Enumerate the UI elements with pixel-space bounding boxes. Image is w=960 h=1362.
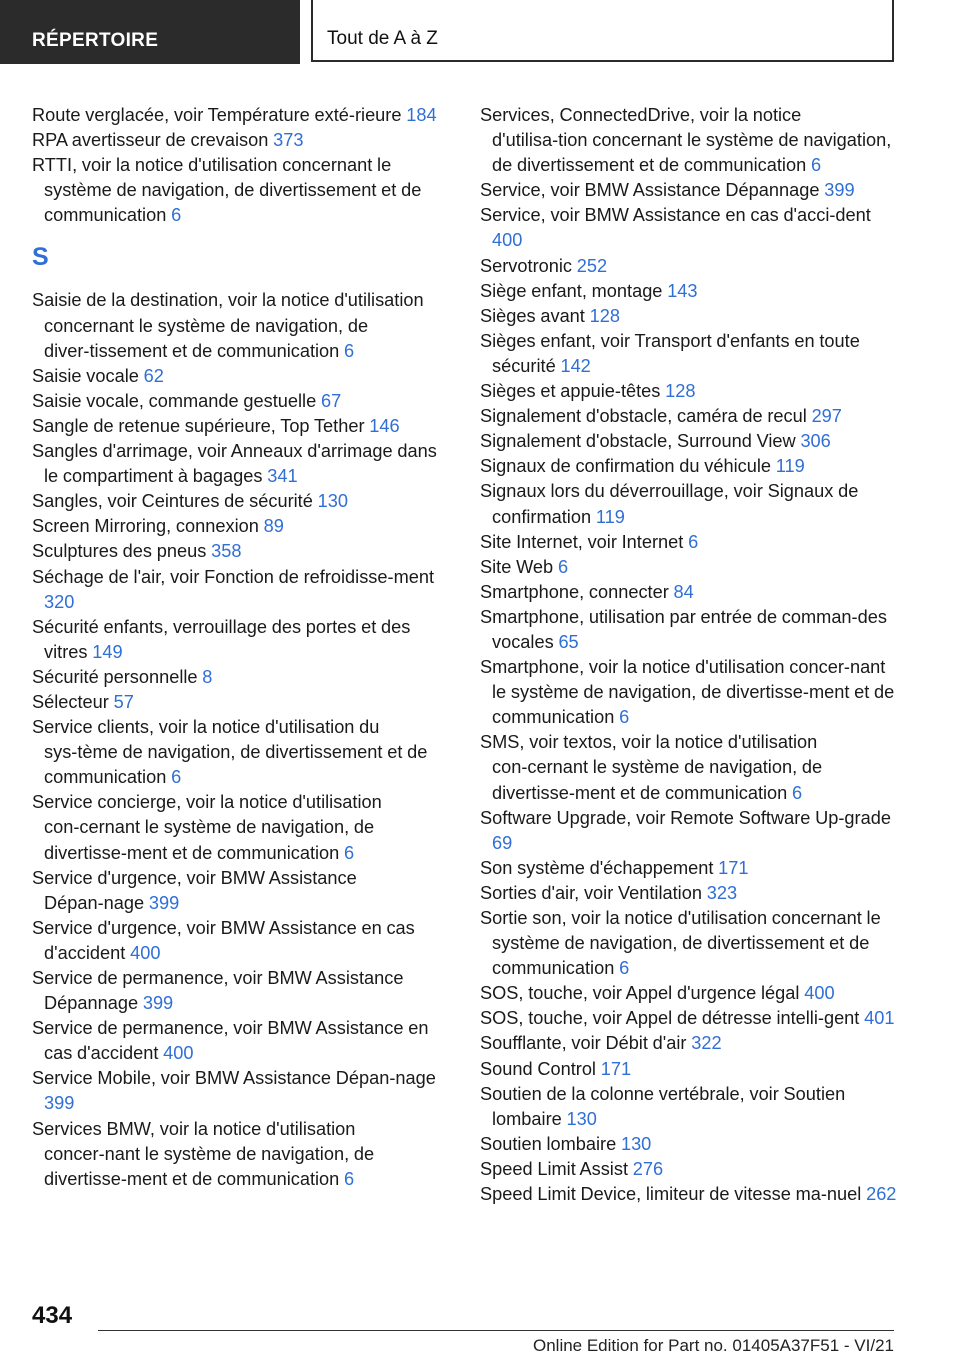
index-entry bbox=[32, 1117, 452, 1192]
index-entry-text: Signaux de confirmation du véhicule bbox=[480, 456, 771, 477]
index-entry bbox=[32, 288, 452, 363]
page-reference-link[interactable]: 323 bbox=[706, 882, 738, 903]
index-entry bbox=[32, 128, 452, 153]
index-entry-text: Son système d'échappement bbox=[480, 857, 714, 878]
index-entry bbox=[480, 806, 900, 856]
index-entry-text: Sangles, voir Ceintures de sécurité bbox=[32, 491, 313, 512]
page-header bbox=[0, 0, 960, 66]
index-entry bbox=[32, 103, 452, 128]
index-entry bbox=[480, 279, 900, 304]
index-entry-text: Soutien lombaire bbox=[480, 1133, 617, 1154]
page-reference-link[interactable]: 6 bbox=[688, 531, 699, 552]
index-entry bbox=[480, 454, 900, 479]
index-entry bbox=[480, 1057, 900, 1082]
index-entry bbox=[480, 555, 900, 580]
index-entry-text: Service clients, voir la notice d'utilisation du sys‑tème de navigation, de divertissement et de communication bbox=[32, 717, 428, 788]
index-entry-text: SMS, voir textos, voir la notice d'utilisation con‑cernant le système de navigation, de divertisse‑ment et de communication bbox=[480, 732, 823, 803]
page-reference-link[interactable]: 252 bbox=[576, 255, 608, 276]
page-reference-link[interactable]: 6 bbox=[344, 842, 355, 863]
index-entry bbox=[32, 389, 452, 414]
index-entry bbox=[32, 866, 452, 916]
page-reference-link[interactable]: 262 bbox=[866, 1184, 897, 1205]
page-reference-link[interactable]: 401 bbox=[864, 1008, 895, 1029]
page-reference-link[interactable]: 322 bbox=[691, 1033, 722, 1054]
index-entry bbox=[480, 379, 900, 404]
index-entry bbox=[32, 690, 452, 715]
index-entry bbox=[480, 178, 900, 203]
index-entry-text: Signalement d'obstacle, Surround View bbox=[480, 431, 796, 452]
index-entry-text: Sièges enfant, voir Transport d'enfants en toute sécurité bbox=[480, 330, 860, 376]
index-entry bbox=[32, 916, 452, 966]
page-reference-link[interactable]: 276 bbox=[632, 1158, 664, 1179]
page-reference-link[interactable]: 67 bbox=[320, 390, 342, 411]
index-entry bbox=[32, 539, 452, 564]
index-entry bbox=[480, 1132, 900, 1157]
page-reference-link[interactable]: 184 bbox=[406, 105, 437, 125]
page-reference-link[interactable]: 6 bbox=[619, 707, 630, 728]
index-entry bbox=[32, 715, 452, 790]
footer-divider bbox=[98, 1330, 894, 1331]
index-entry-text: RPA avertisseur de crevaison bbox=[32, 130, 269, 151]
index-entry bbox=[480, 103, 900, 178]
page-reference-link[interactable]: 6 bbox=[344, 340, 355, 361]
index-entry bbox=[32, 364, 452, 389]
index-entry bbox=[480, 981, 900, 1006]
index-entry-text: Sièges et appuie-têtes bbox=[480, 381, 661, 402]
entries-pre bbox=[32, 103, 452, 228]
page-reference-link[interactable]: 69 bbox=[492, 832, 513, 853]
index-entry-text: Service concierge, voir la notice d'utilisation con‑cernant le système de navigation, de divertisse‑ment et de communication bbox=[32, 792, 382, 863]
index-entry-text: Smartphone, voir la notice d'utilisation concer‑nant le système de navigation, de divertisse‑ment et de communication bbox=[480, 657, 895, 728]
index-entry bbox=[480, 479, 900, 529]
index-entry bbox=[480, 329, 900, 379]
page-reference-link[interactable]: 400 bbox=[130, 942, 161, 963]
index-entry bbox=[480, 1082, 900, 1132]
index-entry-text: Smartphone, utilisation par entrée de comman‑des vocales bbox=[480, 606, 887, 652]
index-entry bbox=[32, 615, 452, 665]
index-entry bbox=[480, 203, 900, 253]
index-entry-text: Siège enfant, montage bbox=[480, 280, 663, 301]
index-entry-text: Séchage de l'air, voir Fonction de refroidisse‑ment bbox=[32, 566, 435, 587]
index-entry bbox=[32, 153, 452, 228]
page-number: 434 bbox=[32, 1302, 73, 1329]
index-entry bbox=[480, 906, 900, 981]
index-entry bbox=[480, 1006, 900, 1031]
page-reference-link[interactable]: 306 bbox=[800, 431, 831, 452]
index-entry-text: Saisie vocale, commande gestuelle bbox=[32, 390, 317, 411]
index-entry bbox=[32, 1016, 452, 1066]
edition-note: Online Edition for Part no. 01405A37F51 - VI/21 bbox=[532, 1336, 894, 1355]
index-entry-text: Saisie vocale bbox=[32, 365, 139, 386]
index-entry bbox=[32, 439, 452, 489]
index-entry-text: Software Upgrade, voir Remote Software Up‑grade bbox=[480, 807, 891, 828]
index-entry bbox=[32, 966, 452, 1016]
index-entry-text: Sortie son, voir la notice d'utilisation concernant le système de navigation, de divertissement et de communication bbox=[480, 908, 881, 979]
index-entry-text: Screen Mirroring, connexion bbox=[32, 516, 259, 537]
index-entry bbox=[480, 254, 900, 279]
page-reference-link[interactable]: 6 bbox=[557, 556, 569, 577]
index-entry bbox=[480, 580, 900, 605]
index-entry-text: SOS, touche, voir Appel d'urgence légal bbox=[480, 983, 800, 1004]
page-reference-link[interactable]: 399 bbox=[148, 892, 180, 913]
index-entry-text: Service Mobile, voir BMW Assistance Dépan‑nage bbox=[32, 1068, 436, 1089]
index-entry bbox=[32, 565, 452, 615]
page-reference-link[interactable]: 130 bbox=[317, 491, 348, 512]
index-entry bbox=[480, 605, 900, 655]
page-reference-link[interactable]: 6 bbox=[810, 155, 822, 176]
page-reference-link[interactable]: 57 bbox=[113, 691, 134, 712]
page-reference-link[interactable]: 399 bbox=[824, 180, 855, 201]
section-title: RÉPERTOIRE bbox=[0, 0, 300, 64]
index-entry-text: Sièges avant bbox=[480, 305, 585, 326]
page-reference-link[interactable]: 128 bbox=[589, 305, 620, 326]
entries-s bbox=[32, 288, 452, 1191]
index-entry bbox=[32, 1066, 452, 1116]
index-entry-text: SOS, touche, voir Appel de détresse intelli‑gent bbox=[480, 1008, 860, 1029]
index-entry-text: Service, voir BMW Assistance en cas d'acci‑dent bbox=[480, 205, 871, 226]
page-reference-link[interactable]: 6 bbox=[792, 782, 803, 803]
index-entry-text: Sécurité enfants, verrouillage des portes et des vitres bbox=[32, 616, 411, 662]
page-reference-link[interactable]: 6 bbox=[171, 767, 182, 788]
index-entry-text: Sorties d'air, voir Ventilation bbox=[480, 882, 702, 903]
index-entry-text: Sécurité personnelle bbox=[32, 666, 198, 687]
index-column-right bbox=[480, 103, 900, 1207]
index-letter-heading: S bbox=[32, 243, 49, 272]
index-entry bbox=[480, 429, 900, 454]
index-entry bbox=[480, 530, 900, 555]
index-entry bbox=[32, 665, 452, 690]
index-entry bbox=[480, 304, 900, 329]
index-entry bbox=[480, 730, 900, 805]
index-entry-text: Site Internet, voir Internet bbox=[480, 531, 684, 552]
index-column-left bbox=[32, 103, 452, 1192]
page-footer bbox=[0, 1290, 960, 1362]
index-entry bbox=[32, 790, 452, 865]
page-reference-link[interactable]: 142 bbox=[560, 355, 591, 376]
page-reference-link[interactable]: 119 bbox=[775, 456, 805, 477]
index-entry-text: Soutien de la colonne vertébrale, voir Soutien lombaire bbox=[480, 1083, 846, 1129]
index-entry-text: Sangles d'arrimage, voir Anneaux d'arrimage dans le compartiment à bagages bbox=[32, 441, 437, 487]
page-reference-link[interactable]: 149 bbox=[92, 641, 123, 662]
index-entry-text: Sound Control bbox=[480, 1058, 596, 1079]
index-entry-text: Route verglacée, voir Température exté‑rieure bbox=[32, 105, 402, 125]
page-reference-link[interactable]: 6 bbox=[619, 958, 630, 979]
index-entry-text: Soufflante, voir Débit d'air bbox=[480, 1033, 687, 1054]
index-entry bbox=[480, 881, 900, 906]
index-entry bbox=[32, 514, 452, 539]
index-entry-text: Service d'urgence, voir BMW Assistance Dépan‑nage bbox=[32, 867, 357, 913]
page-reference-link[interactable]: 62 bbox=[143, 365, 164, 386]
page-reference-link[interactable]: 143 bbox=[667, 280, 698, 301]
page-reference-link[interactable]: 171 bbox=[718, 857, 749, 878]
page-reference-link[interactable]: 400 bbox=[804, 983, 835, 1004]
index-entry-text: Site Web bbox=[480, 556, 554, 577]
page-reference-link[interactable]: 8 bbox=[202, 666, 213, 687]
page-reference-link[interactable]: 297 bbox=[811, 406, 842, 427]
page-reference-link[interactable]: 399 bbox=[44, 1093, 75, 1114]
index-entry-text: Speed Limit Device, limiteur de vitesse ma‑nuel bbox=[480, 1184, 862, 1205]
page-reference-link[interactable]: 130 bbox=[566, 1108, 597, 1129]
page-reference-link[interactable]: 128 bbox=[665, 381, 696, 402]
page-reference-link[interactable]: 358 bbox=[211, 541, 242, 562]
index-entry bbox=[480, 655, 900, 730]
index-entry-text: Sculptures des pneus bbox=[32, 541, 207, 562]
page-reference-link[interactable]: 6 bbox=[171, 205, 182, 226]
index-entry bbox=[480, 1031, 900, 1056]
index-entry-text: Services, ConnectedDrive, voir la notice d'utilisa‑tion concernant le système de navigation, de divertissement et de communication bbox=[480, 105, 892, 176]
index-entry-text: Sélecteur bbox=[32, 691, 109, 712]
index-entry-text: Speed Limit Assist bbox=[480, 1158, 628, 1179]
page-reference-link[interactable]: 320 bbox=[44, 591, 75, 612]
index-entry-text: RTTI, voir la notice d'utilisation concernant le système de navigation, de divertissement et de communication bbox=[32, 155, 422, 226]
page-reference-link[interactable]: 341 bbox=[267, 466, 298, 487]
page-reference-link[interactable]: 399 bbox=[142, 993, 174, 1014]
index-entry-text: Sangle de retenue supérieure, Top Tether bbox=[32, 415, 365, 436]
index-entry bbox=[480, 1157, 900, 1182]
page-reference-link[interactable]: 400 bbox=[163, 1043, 194, 1064]
entries-right bbox=[480, 103, 900, 1207]
index-entry-text: Services BMW, voir la notice d'utilisation concer‑nant le système de navigation, de divertisse‑ment et de communication bbox=[32, 1118, 375, 1189]
page-reference-link[interactable]: 89 bbox=[263, 516, 284, 537]
index-entry-text: Saisie de la destination, voir la notice d'utilisation concernant le système de navigation, de diver‑tissement et de communication bbox=[32, 290, 424, 361]
index-entry bbox=[32, 489, 452, 514]
index-entry bbox=[480, 404, 900, 429]
page-reference-link[interactable]: 171 bbox=[600, 1058, 632, 1079]
page-reference-link[interactable]: 146 bbox=[369, 415, 400, 436]
index-entry-text: Signalement d'obstacle, caméra de recul bbox=[480, 406, 807, 427]
page-reference-link[interactable]: 65 bbox=[558, 631, 579, 652]
page-reference-link[interactable]: 84 bbox=[673, 581, 694, 602]
index-entry bbox=[480, 856, 900, 881]
index-entry-text: Service d'urgence, voir BMW Assistance en cas d'accident bbox=[32, 917, 415, 963]
index-entry bbox=[32, 414, 452, 439]
index-entry-text: Service, voir BMW Assistance Dépannage bbox=[480, 180, 820, 201]
page-reference-link[interactable]: 373 bbox=[273, 130, 304, 151]
index-entry bbox=[480, 1182, 900, 1207]
index-entry-text: Servotronic bbox=[480, 255, 572, 276]
index-entry-text: Smartphone, connecter bbox=[480, 581, 669, 602]
index-entry-text: Service de permanence, voir BMW Assistance en cas d'accident bbox=[32, 1018, 429, 1064]
page-reference-link[interactable]: 6 bbox=[344, 1168, 355, 1189]
page-reference-link[interactable]: 119 bbox=[595, 506, 625, 527]
page-reference-link[interactable]: 130 bbox=[620, 1133, 652, 1154]
index-entry-text: Service de permanence, voir BMW Assistance Dépannage bbox=[32, 968, 404, 1014]
chapter-title: Tout de A à Z bbox=[311, 0, 894, 62]
page-reference-link[interactable]: 400 bbox=[492, 230, 523, 251]
index-entry-text: Signaux lors du déverrouillage, voir Signaux de confirmation bbox=[480, 481, 859, 527]
